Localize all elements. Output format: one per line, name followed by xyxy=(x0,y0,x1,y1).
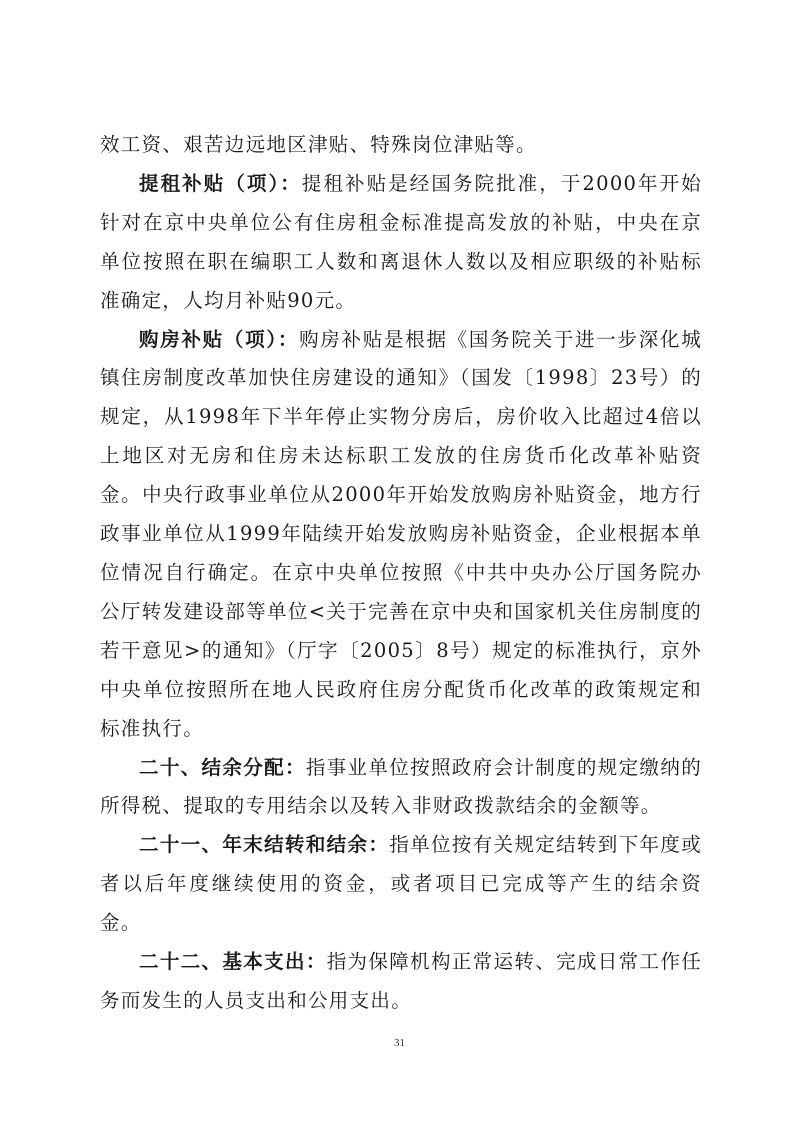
paragraph-text: 提租补贴是经国务院批准，于2000年开始针对在京中央单位公有住房租金标准提高发放的补贴，中央在京单位按照在职在编职工人数和离退休人数以及相应职级的补贴标准确定，人均月补贴90元。 xyxy=(100,171,702,312)
term-year-end-carryover: 二十一、年末结转和结余： xyxy=(139,833,390,857)
term-rent-subsidy: 提租补贴（项）： xyxy=(139,171,302,195)
paragraph-basic-expenditure xyxy=(100,943,702,1021)
paragraph-text: 购房补贴是根据《国务院关于进一步深化城镇住房制度改革加快住房建设的通知》（国发〔1998〕23号）的规定，从1998年下半年停止实物分房后，房价收入比超过4倍以上地区对无房和住房未达标职工发放的住房货币化改革补贴资金。中央行政事业单位从2000年开始发放购房补贴资金，地方行政事业单位从1999年陆续开始发放购房补贴资金，企业根据本单位情况自行确定。在京中央单位按照《中共中央办公厅国务院办公厅转发建设部等单位<关于完善在京中央和国家机关住房制度的若干意见>的通知》（厅字〔2005〕8号）规定的标准执行，京外中央单位按照所在地人民政府住房分配货币化改革的政策规定和标准执行。 xyxy=(100,327,702,740)
paragraph-continuation xyxy=(100,126,702,165)
paragraph-housing-subsidy xyxy=(100,321,702,749)
paragraph-year-end-carryover xyxy=(100,826,702,943)
page-number: 31 xyxy=(394,1037,405,1049)
paragraph-text: 指单位按有关规定结转到下年度或者以后年度继续使用的资金，或者项目已完成等产生的结余资金。 xyxy=(100,833,702,935)
term-housing-subsidy: 购房补贴（项）： xyxy=(139,327,300,351)
term-basic-expenditure: 二十二、基本支出： xyxy=(139,950,327,974)
paragraph-text: 指事业单位按照政府会计制度的规定缴纳的所得税、提取的专用结余以及转入非财政拨款结余的金额等。 xyxy=(100,755,702,818)
paragraph-text: 效工资、艰苦边远地区津贴、特殊岗位津贴等。 xyxy=(100,133,537,156)
paragraph-surplus-distribution xyxy=(100,749,702,827)
term-surplus-distribution: 二十、结余分配： xyxy=(139,755,306,779)
paragraph-rent-subsidy xyxy=(100,165,702,321)
paragraph-text: 指为保障机构正常运转、完成日常工作任务而发生的人员支出和公用支出。 xyxy=(100,950,702,1012)
body-text xyxy=(100,126,702,1021)
